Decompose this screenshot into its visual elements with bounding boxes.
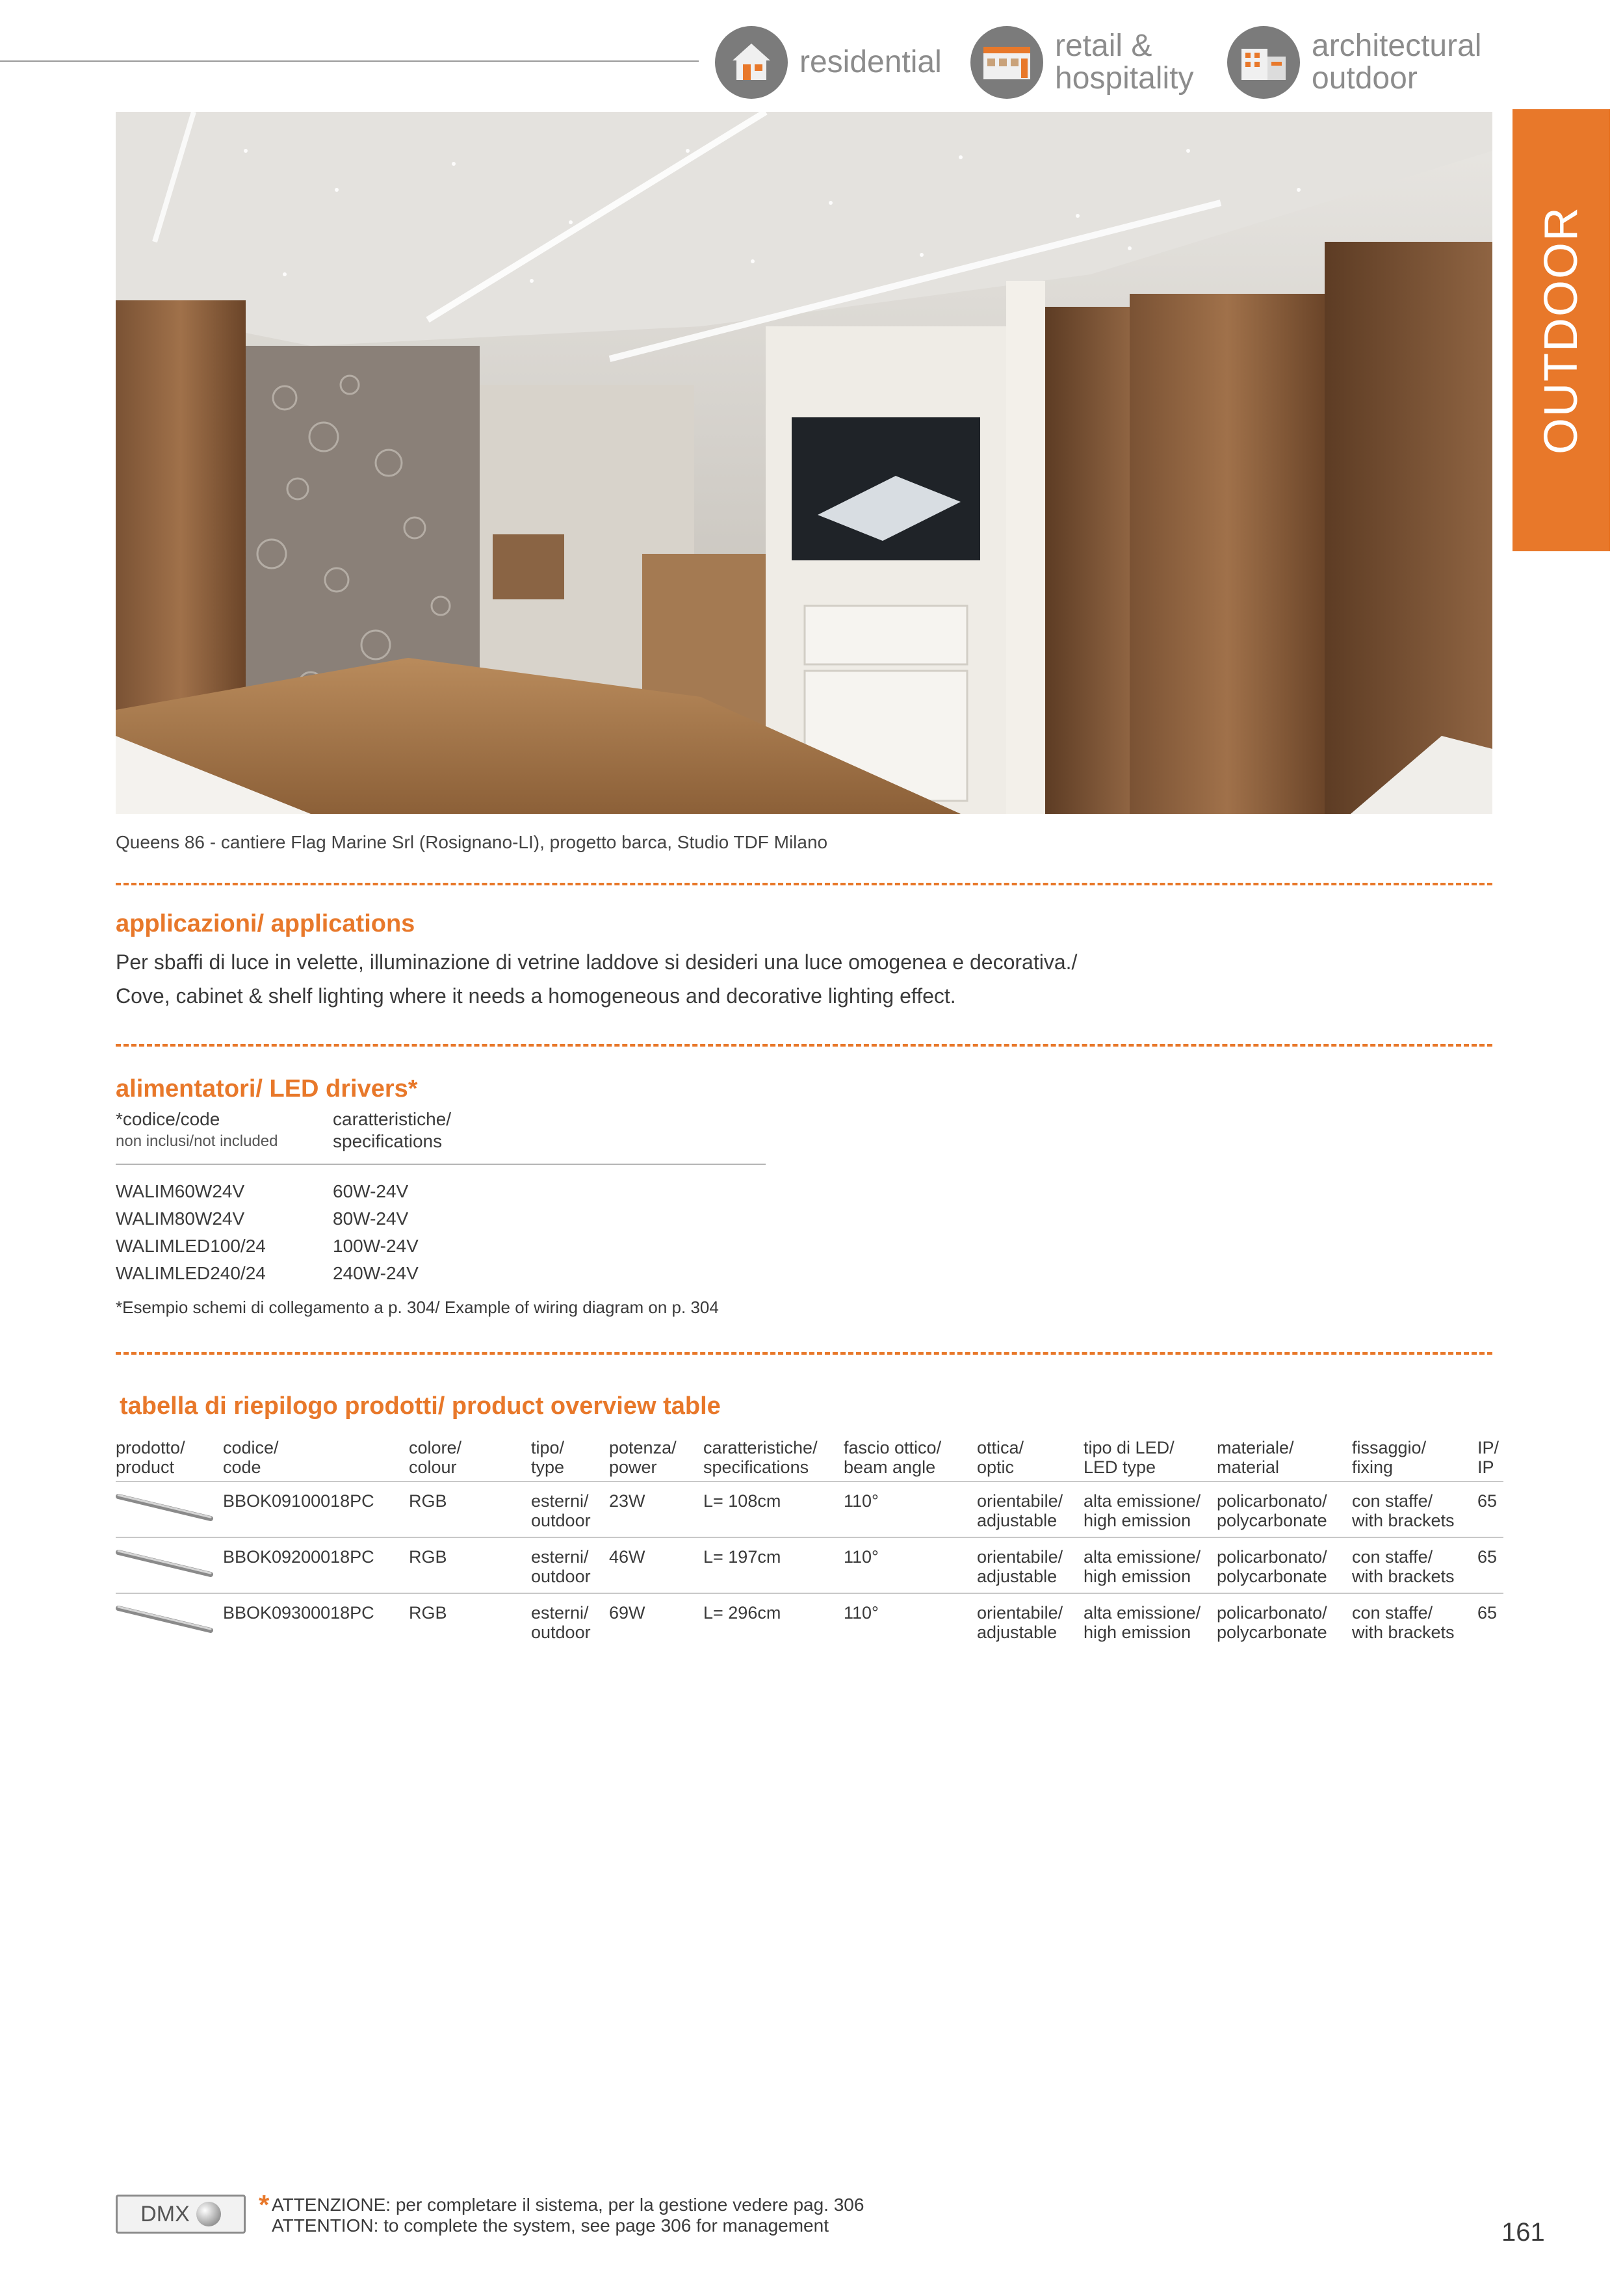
applications-title: applicazioni/ applications [116, 910, 415, 937]
footnote-en: ATTENTION: to complete the system, see page 306 for management [272, 2215, 829, 2236]
building-icon [1227, 26, 1300, 99]
header-rule [0, 60, 699, 62]
drivers-col-spec-head: caratteristiche/ [333, 1109, 452, 1129]
driver-code: WALIMLED240/24 [116, 1263, 266, 1283]
col-head-fixing: fissaggio/ fixing [1352, 1438, 1427, 1477]
drivers-list [116, 1178, 419, 1287]
product-thumbnail [116, 1537, 223, 1593]
cell-led-type: alta emissione/ high emission [1084, 1593, 1217, 1649]
drivers-rule [116, 1164, 766, 1165]
cell-fixing: con staffe/ with brackets [1352, 1481, 1477, 1537]
cell-spec: L= 108cm [703, 1481, 844, 1537]
cell-ip: 65 [1477, 1593, 1503, 1649]
drivers-note: *Esempio schemi di collegamento a p. 304/ Example of wiring diagram on p. 304 [116, 1298, 719, 1317]
cell-type: esterni/ outdoor [531, 1481, 609, 1537]
drivers-col-code-head: *codice/code [116, 1109, 220, 1129]
cell-spec: L= 296cm [703, 1593, 844, 1649]
cell-fixing: con staffe/ with brackets [1352, 1537, 1477, 1593]
col-head-code: codice/ code [223, 1438, 279, 1477]
category-architectural-outdoor[interactable] [1227, 23, 1481, 101]
driver-row [116, 1260, 419, 1287]
applications-line-en: Cove, cabinet & shelf lighting where it needs a homogeneous and decorative lighting effect. [116, 984, 956, 1008]
applications-line-it: Per sbaffi di luce in velette, illuminazione di vetrine laddove si desideri una luce omogenea e decorativa./ [116, 950, 1078, 974]
table-row [116, 1481, 1503, 1537]
cell-material: policarbonato/ polycarbonate [1217, 1593, 1352, 1649]
dashed-divider [116, 1044, 1492, 1047]
category-retail-hospitality[interactable] [970, 23, 1193, 101]
driver-row [116, 1178, 419, 1205]
dashed-divider [116, 883, 1492, 885]
drivers-col-code-sub: non inclusi/not included [116, 1132, 278, 1150]
product-overview-table [116, 1438, 1503, 1649]
cell-optic: orientabile/ adjustable [977, 1481, 1084, 1537]
footnote [272, 2195, 864, 2236]
cell-ip: 65 [1477, 1481, 1503, 1537]
col-head-product: prodotto/ product [116, 1438, 185, 1477]
col-head-specifications: caratteristiche/ specifications [703, 1438, 818, 1477]
category-residential[interactable] [715, 23, 942, 101]
cell-beam: 110° [844, 1537, 977, 1593]
led-bar-icon [116, 1603, 213, 1636]
dmx-label: DMX [140, 2201, 190, 2226]
cell-beam: 110° [844, 1481, 977, 1537]
driver-row [116, 1233, 419, 1260]
dashed-divider [116, 1352, 1492, 1355]
page-number: 161 [1501, 2218, 1545, 2247]
cell-code: BBOK09300018PC [223, 1593, 409, 1649]
section-tab-outdoor: OUTDOOR [1513, 109, 1610, 551]
cell-beam: 110° [844, 1593, 977, 1649]
table-header-row [116, 1438, 1503, 1481]
dmx-sphere-icon [196, 2202, 221, 2226]
driver-code: WALIMLED100/24 [116, 1236, 266, 1256]
cell-ip: 65 [1477, 1537, 1503, 1593]
cell-material: policarbonato/ polycarbonate [1217, 1481, 1352, 1537]
col-head-power: potenza/ power [609, 1438, 677, 1477]
led-bar-icon [116, 1491, 213, 1524]
storefront-icon [970, 26, 1043, 99]
led-bar-icon [116, 1547, 213, 1580]
driver-code: WALIM80W24V [116, 1208, 245, 1229]
table-row [116, 1537, 1503, 1593]
driver-spec: 60W-24V [333, 1181, 409, 1201]
footnote-star: * [259, 2189, 270, 2220]
cell-colour: RGB [409, 1593, 531, 1649]
cell-colour: RGB [409, 1537, 531, 1593]
cell-power: 69W [609, 1593, 703, 1649]
cell-optic: orientabile/ adjustable [977, 1593, 1084, 1649]
applications-text [116, 945, 1077, 1013]
col-head-material: materiale/ material [1217, 1438, 1294, 1477]
cell-type: esterni/ outdoor [531, 1593, 609, 1649]
drivers-title: alimentatori/ LED drivers* [116, 1075, 418, 1102]
footnote-it: ATTENZIONE: per completare il sistema, per la gestione vedere pag. 306 [272, 2195, 864, 2215]
col-head-colour: colore/ colour [409, 1438, 462, 1477]
col-head-optic: ottica/ optic [977, 1438, 1024, 1477]
col-head-beam-angle: fascio ottico/ beam angle [844, 1438, 942, 1477]
drivers-col-spec-head2: specifications [333, 1131, 443, 1151]
cell-led-type: alta emissione/ high emission [1084, 1481, 1217, 1537]
col-head-type: tipo/ type [531, 1438, 565, 1477]
category-label: architectural outdoor [1312, 29, 1482, 96]
cell-led-type: alta emissione/ high emission [1084, 1537, 1217, 1593]
cell-colour: RGB [409, 1481, 531, 1537]
house-icon [715, 26, 788, 99]
cell-power: 46W [609, 1537, 703, 1593]
overview-title: tabella di riepilogo prodotti/ product overview table [120, 1392, 721, 1420]
cell-optic: orientabile/ adjustable [977, 1537, 1084, 1593]
table-row [116, 1593, 1503, 1649]
col-head-ip: IP/ IP [1477, 1438, 1500, 1477]
driver-code: WALIM60W24V [116, 1181, 245, 1201]
category-label: retail & hospitality [1055, 29, 1194, 96]
photo-caption: Queens 86 - cantiere Flag Marine Srl (Rosignano-LI), progetto barca, Studio TDF Milano [116, 832, 828, 852]
cell-spec: L= 197cm [703, 1537, 844, 1593]
cell-fixing: con staffe/ with brackets [1352, 1593, 1477, 1649]
yacht-cabin-photo [116, 112, 1492, 814]
cell-code: BBOK09200018PC [223, 1537, 409, 1593]
cell-power: 23W [609, 1481, 703, 1537]
driver-row [116, 1205, 419, 1233]
product-thumbnail [116, 1481, 223, 1537]
driver-spec: 100W-24V [333, 1236, 419, 1256]
driver-spec: 80W-24V [333, 1208, 409, 1229]
cell-code: BBOK09100018PC [223, 1481, 409, 1537]
cell-type: esterni/ outdoor [531, 1537, 609, 1593]
product-thumbnail [116, 1593, 223, 1649]
category-label: residential [799, 45, 942, 79]
cell-material: policarbonato/ polycarbonate [1217, 1537, 1352, 1593]
driver-spec: 240W-24V [333, 1263, 419, 1283]
dmx-badge [116, 2195, 246, 2234]
col-head-led-type: tipo di LED/ LED type [1084, 1438, 1175, 1477]
